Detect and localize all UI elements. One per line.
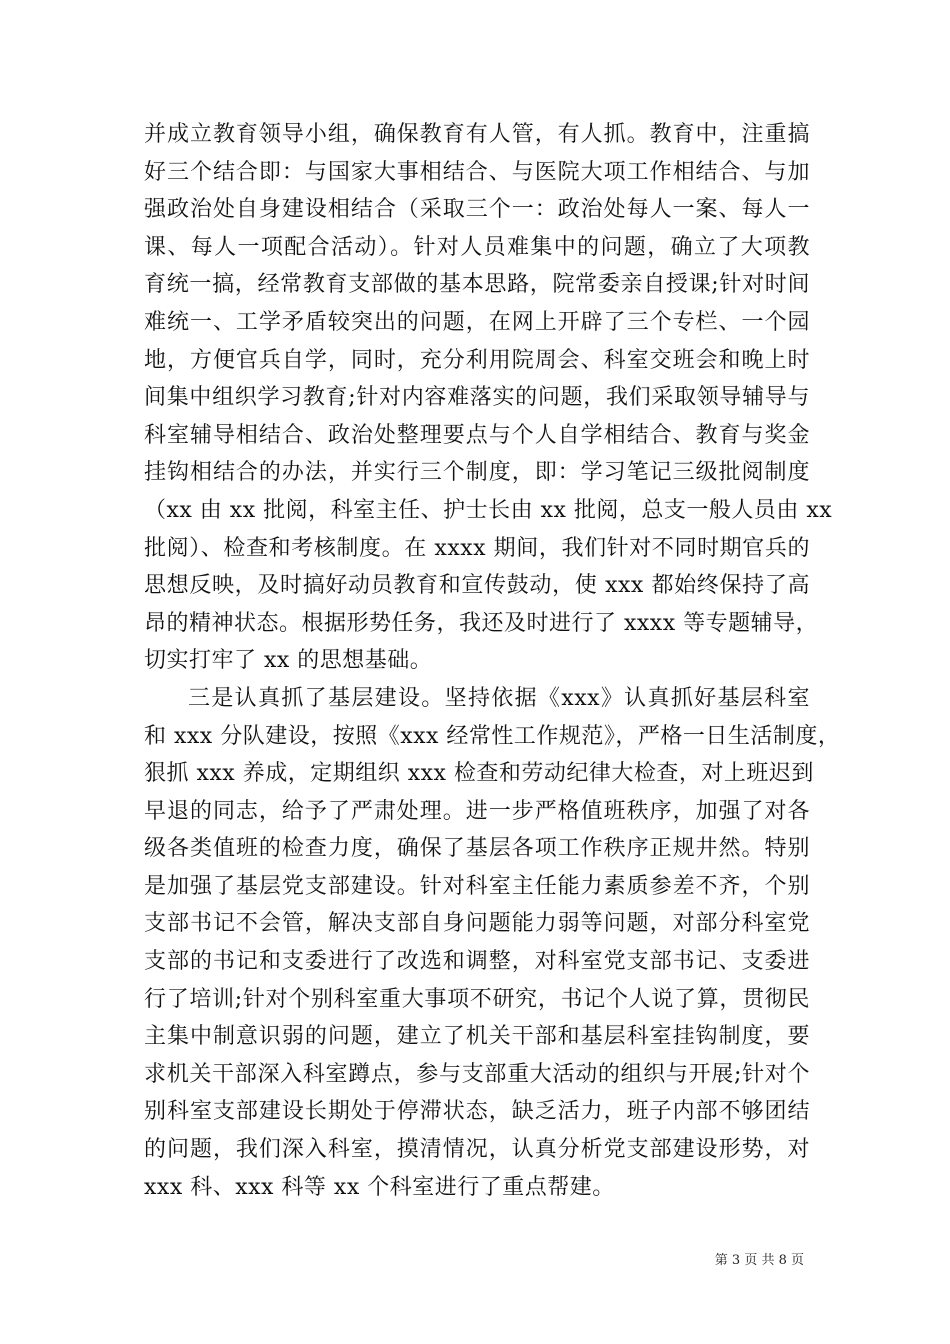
text-line: 别科室支部建设长期处于停滞状态，缺乏活力，班子内部不够团结 — [144, 1099, 810, 1125]
text-line: 课、每人一项配合活动）。针对人员难集中的问题，确立了大项教 — [144, 234, 810, 260]
paragraph-1 — [144, 116, 833, 680]
text-line: 并成立教育领导小组，确保教育有人管，有人抓。教育中，注重搞 — [144, 122, 810, 147]
page-indicator: 第 3 页 共 8 页 — [714, 1253, 804, 1268]
text-line: 地，方便官兵自学，同时，充分利用院周会、科室交班会和晚上时 — [144, 347, 810, 373]
text-line: 好三个结合即：与国家大事相结合、与医院大项工作相结合、与加 — [144, 159, 810, 185]
text-line: 科室辅导相结合、政治处整理要点与个人自学相结合、教育与奖金 — [144, 422, 810, 448]
text-line: 育统一搞，经常教育支部做的基本思路，院常委亲自授课;针对时间 — [144, 272, 810, 298]
text-line: 早退的同志，给予了严肃处理。进一步严格值班秩序，加强了对各 — [144, 798, 810, 824]
text-line: （xx 由 xx 批阅，科室主任、护士长由 xx 批阅，总支一般人员由 xx — [144, 497, 833, 523]
text-line: 是加强了基层党支部建设。针对科室主任能力素质参差不齐，个别 — [144, 873, 810, 899]
text-line: 主集中制意识弱的问题，建立了机关干部和基层科室挂钩制度，要 — [144, 1024, 810, 1050]
text-line: 思想反映，及时搞好动员教育和宣传鼓动，使 xxx 都始终保持了高 — [144, 573, 810, 599]
text-line: 级各类值班的检查力度，确保了基层各项工作秩序正规井然。特别 — [144, 836, 810, 862]
text-line: 难统一、工学矛盾较突出的问题，在网上开辟了三个专栏、一个园 — [144, 309, 810, 335]
body-text — [144, 116, 841, 1206]
text-line: 的问题，我们深入科室，摸清情况，认真分析党支部建设形势，对 — [144, 1137, 810, 1163]
text-line: 间集中组织学习教育;针对内容难落实的问题，我们采取领导辅导与 — [144, 385, 810, 411]
text-line: 行了培训;针对个别科室重大事项不研究，书记个人说了算，贯彻民 — [144, 986, 810, 1012]
text-line: 批阅）、检查和考核制度。在 xxxx 期间，我们针对不同时期官兵的 — [144, 535, 810, 561]
text-line: 强政治处自身建设相结合（采取三个一：政治处每人一案、每人一 — [144, 197, 810, 223]
text-line: 挂钩相结合的办法，并实行三个制度，即：学习笔记三级批阅制度 — [144, 460, 810, 486]
text-line: xxx 科、xxx 科等 xx 个科室进行了重点帮建。 — [144, 1174, 615, 1200]
text-line: 求机关干部深入科室蹲点，参与支部重大活动的组织与开展;针对个 — [144, 1061, 810, 1087]
paragraph-2 — [144, 680, 841, 1206]
text-line: 昂的精神状态。根据形势任务，我还及时进行了 xxxx 等专题辅导， — [144, 610, 819, 636]
text-line: 切实打牢了 xx 的思想基础。 — [144, 648, 433, 674]
text-line: 支部书记不会管，解决支部自身问题能力弱等问题，对部分科室党 — [144, 911, 810, 937]
text-line: 和 xxx 分队建设，按照《xxx 经常性工作规范》，严格一日生活制度， — [144, 723, 841, 749]
text-line: 三是认真抓了基层建设。坚持依据《xxx》认真抓好基层科室 — [188, 685, 810, 711]
text-line: 支部的书记和支委进行了改选和调整，对科室党支部书记、支委进 — [144, 949, 810, 975]
text-line: 狠抓 xxx 养成，定期组织 xxx 检查和劳动纪律大检查，对上班迟到 — [144, 761, 814, 787]
